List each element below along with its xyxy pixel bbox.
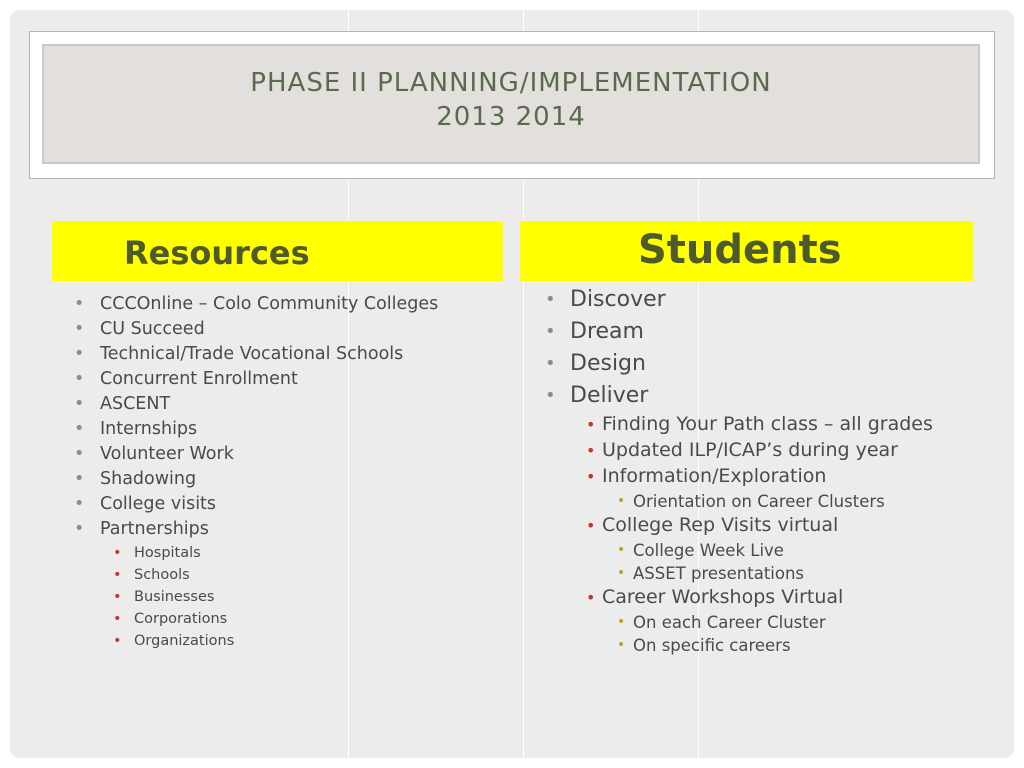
sub-list-item: • Information/Exploration: [540, 466, 980, 487]
sub-sub-list-item: • ASSET presentations: [540, 564, 980, 583]
title-line-1: PHASE II PLANNING/IMPLEMENTATION: [250, 68, 772, 98]
students-list: [540, 286, 980, 659]
list-item: • CCCOnline – Colo Community Colleges: [70, 294, 490, 314]
list-item: • Partnerships: [70, 519, 490, 539]
slide: [10, 10, 1014, 758]
slide-title: [44, 66, 978, 134]
list-item: • ASCENT: [70, 394, 490, 414]
sub-sub-list-item: • College Week Live: [540, 541, 980, 560]
list-item: • Internships: [70, 419, 490, 439]
sub-list-item: • College Rep Visits virtual: [540, 515, 980, 536]
list-item: • Shadowing: [70, 469, 490, 489]
title-line-2: 2013 2014: [436, 102, 586, 132]
resources-header: [52, 221, 503, 281]
sub-list-item: • Finding Your Path class – all grades: [540, 414, 980, 435]
list-item: • Volunteer Work: [70, 444, 490, 464]
sub-list-item: • Organizations: [70, 632, 490, 650]
sub-list-item: • Updated ILP/ICAP’s during year: [540, 440, 980, 461]
sub-list-item: • Schools: [70, 566, 490, 584]
list-item: • CU Succeed: [70, 319, 490, 339]
resources-list: [70, 294, 490, 654]
list-item: • Design: [540, 350, 980, 378]
list-item: • Dream: [540, 318, 980, 346]
title-frame: [29, 31, 995, 179]
sub-sub-list-item: • Orientation on Career Clusters: [540, 492, 980, 511]
list-item: • Discover: [540, 286, 980, 314]
sub-sub-list-item: • On each Career Cluster: [540, 613, 980, 632]
students-header: [520, 221, 973, 281]
title-box: [42, 44, 980, 164]
sub-list-item: • Businesses: [70, 588, 490, 606]
sub-list-item: • Career Workshops Virtual: [540, 587, 980, 608]
sub-sub-list-item: • On specific careers: [540, 636, 980, 655]
list-item: • College visits: [70, 494, 490, 514]
list-item: • Deliver: [540, 382, 980, 410]
students-heading: Students: [638, 227, 842, 273]
sub-list-item: • Hospitals: [70, 544, 490, 562]
list-item: • Concurrent Enrollment: [70, 369, 490, 389]
resources-heading: Resources: [124, 234, 310, 272]
sub-list-item: • Corporations: [70, 610, 490, 628]
list-item: • Technical/Trade Vocational Schools: [70, 344, 490, 364]
